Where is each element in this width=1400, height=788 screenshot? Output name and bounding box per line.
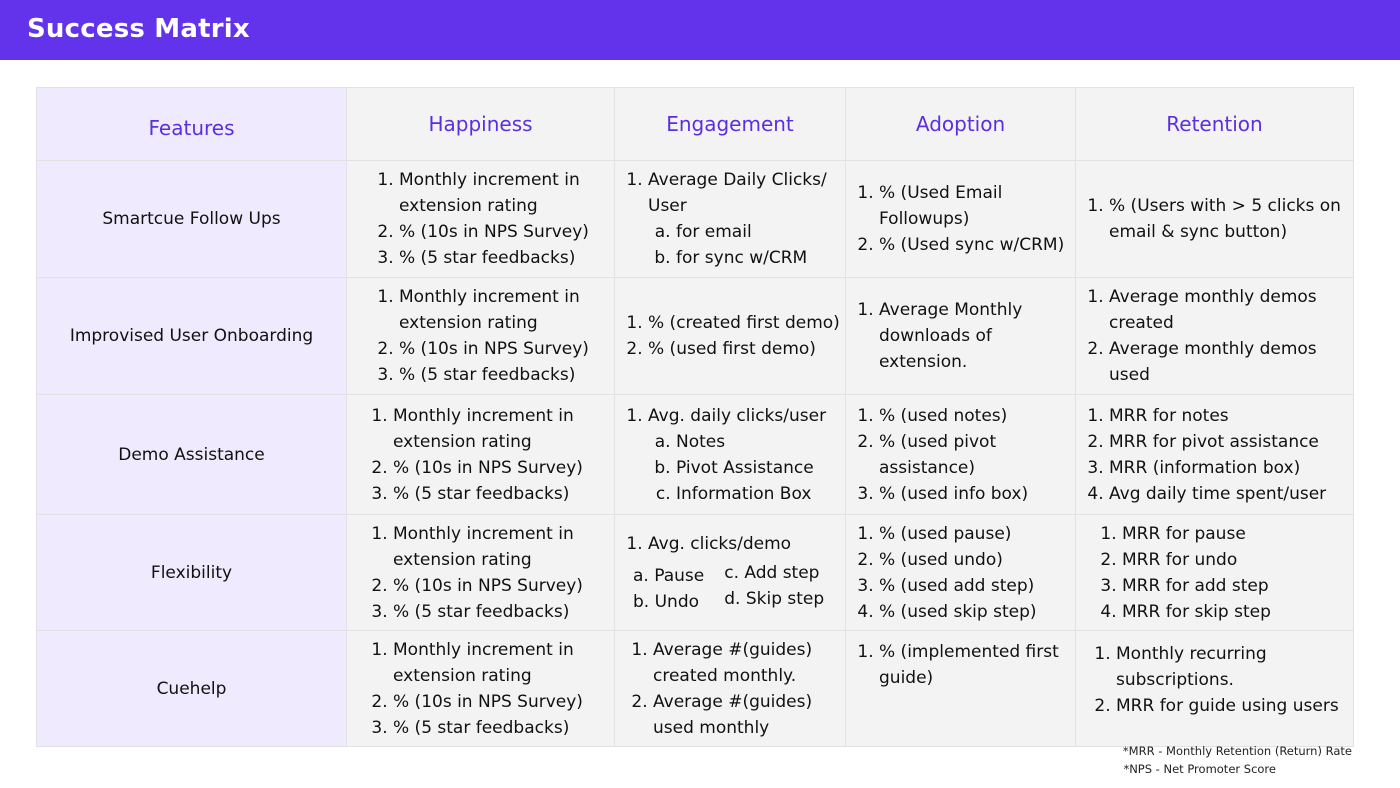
sub-metric-column: [633, 563, 704, 615]
page-title: Success Matrix: [27, 14, 250, 44]
column-header-engagement: Engagement: [615, 88, 846, 161]
metric-item: 2. Average #(guides) used monthly: [653, 689, 845, 741]
metric-item: 4. Avg daily time spent/user: [1109, 481, 1353, 507]
metric-list: [615, 637, 845, 741]
retention-cell: [1076, 395, 1354, 515]
feature-name: Flexibility: [37, 515, 347, 631]
metric-list: [846, 403, 1075, 507]
metric-list: [347, 521, 614, 625]
title-bar: [0, 0, 1400, 60]
metric-list: [846, 180, 1075, 258]
adoption-cell: [846, 631, 1076, 747]
metric-item: 1. MRR for notes: [1109, 403, 1353, 429]
metric-list: [347, 167, 614, 271]
adoption-cell: [846, 395, 1076, 515]
metric-list: [846, 639, 1075, 691]
retention-cell: [1076, 161, 1354, 278]
sub-metric-column: [724, 560, 824, 615]
metric-list: [347, 403, 614, 507]
metric-list: [615, 167, 845, 271]
metric-item: 1. Avg. clicks/demo: [648, 531, 845, 557]
engagement-cell: [615, 278, 846, 395]
metric-item: 2. MRR for pivot assistance: [1109, 429, 1353, 455]
header-row: [37, 88, 1354, 161]
metric-item: 1. Monthly increment in extension rating: [399, 167, 614, 219]
feature-name: Demo Assistance: [37, 395, 347, 515]
metric-item: 3. % (used info box): [879, 481, 1075, 507]
table-row: [37, 515, 1354, 631]
metric-list: [1076, 284, 1353, 388]
feature-name: Cuehelp: [37, 631, 347, 747]
engagement-cell: [615, 395, 846, 515]
metric-list: [615, 403, 845, 507]
happiness-cell: [347, 515, 615, 631]
metric-item: 1. Average #(guides) created monthly.: [653, 637, 845, 689]
metric-item: 1. Monthly recurring subscriptions.: [1116, 641, 1353, 693]
metric-list: [1076, 193, 1353, 245]
metric-item: 4. % (used skip step): [879, 599, 1075, 625]
sub-metric-item: c. Information Box: [676, 481, 845, 507]
sub-metric-item: b. Undo: [633, 591, 700, 612]
happiness-cell: [347, 161, 615, 278]
sub-metric-grid: [615, 563, 845, 615]
table-row: [37, 395, 1354, 515]
column-header-adoption: Adoption: [846, 88, 1076, 161]
metric-item: 1. Average Monthly downloads of extension.: [879, 297, 1075, 375]
sub-metric-item: a. Notes: [676, 429, 845, 455]
table-row: [37, 161, 1354, 278]
happiness-cell: [347, 395, 615, 515]
happiness-cell: [347, 631, 615, 747]
feature-name: Smartcue Follow Ups: [37, 161, 347, 278]
metric-item: 2. % (10s in NPS Survey): [399, 219, 614, 245]
sub-metric-item: b. Pivot Assistance: [676, 455, 845, 481]
metric-list: [347, 284, 614, 388]
metric-item: 1. Monthly increment in extension rating: [393, 521, 614, 573]
engagement-cell: [615, 515, 846, 631]
retention-cell: [1076, 278, 1354, 395]
sub-metric-list: [648, 429, 845, 507]
metric-list: [1076, 641, 1353, 719]
metric-item: 2. % (Used sync w/CRM): [879, 232, 1075, 258]
metric-item: 3. % (5 star feedbacks): [393, 715, 614, 741]
column-header-happiness: Happiness: [347, 88, 615, 161]
metric-item: 1. % (used notes): [879, 403, 1075, 429]
metric-item: 1. % (used pause): [879, 521, 1075, 547]
metric-item: 2. % (10s in NPS Survey): [393, 573, 614, 599]
metric-item: 2. MRR for guide using users: [1116, 693, 1353, 719]
engagement-cell: [615, 161, 846, 278]
column-header-features: Features: [37, 88, 347, 161]
sub-metric-list: [648, 219, 845, 271]
metric-item: 4. MRR for skip step: [1122, 599, 1353, 625]
metric-item: 3. MRR for add step: [1122, 573, 1353, 599]
engagement-cell: [615, 631, 846, 747]
metric-list: [1076, 521, 1353, 625]
metric-item: 2. % (10s in NPS Survey): [399, 336, 614, 362]
adoption-cell: [846, 278, 1076, 395]
metric-item: 1. Monthly increment in extension rating: [399, 284, 614, 336]
feature-name: Improvised User Onboarding: [37, 278, 347, 395]
metric-item: 1. % (implemented first guide): [879, 639, 1075, 691]
footnote-mrr: *MRR - Monthly Retention (Return) Rate: [1122, 744, 1352, 758]
metric-item: 2. Average monthly demos used: [1109, 336, 1353, 388]
adoption-cell: [846, 515, 1076, 631]
metric-item: [648, 403, 845, 507]
metric-item: 2. MRR for undo: [1122, 547, 1353, 573]
metric-item: 3. MRR (information box): [1109, 455, 1353, 481]
metric-item: 1. MRR for pause: [1122, 521, 1353, 547]
metric-item: 3. % (5 star feedbacks): [393, 599, 614, 625]
retention-cell: [1076, 631, 1354, 747]
metric-list: [1076, 403, 1353, 507]
metric-item: 2. % (used pivot assistance): [879, 429, 1075, 481]
metric-item: [648, 167, 845, 271]
sub-metric-item: a. Pause: [633, 565, 705, 586]
metric-item: 1. Monthly increment in extension rating: [393, 637, 614, 689]
metric-item: 1. % (created first demo): [648, 310, 845, 336]
sub-metric-item: d. Skip step: [724, 588, 825, 609]
metric-list: [615, 531, 845, 557]
metric-item: 3. % (used add step): [879, 573, 1075, 599]
metric-text: Avg. daily clicks/user: [648, 405, 827, 426]
sub-metric-item: b. for sync w/CRM: [676, 245, 845, 271]
metric-item: 2. % (10s in NPS Survey): [393, 689, 614, 715]
footnote-nps: *NPS - Net Promoter Score: [1123, 762, 1276, 776]
table-row: [37, 631, 1354, 747]
metric-item: 1. Monthly increment in extension rating: [393, 403, 614, 455]
metric-item: 2. % (used undo): [879, 547, 1075, 573]
metric-list: [615, 310, 845, 362]
sub-metric-item: a. for email: [676, 219, 845, 245]
metric-item: 1. % (Users with > 5 clicks on email & sync button): [1109, 193, 1353, 245]
metric-list: [846, 521, 1075, 625]
happiness-cell: [347, 278, 615, 395]
success-matrix-table: [36, 87, 1354, 747]
metric-item: 2. % (10s in NPS Survey): [393, 455, 614, 481]
metric-item: 1. % (Used Email Followups): [879, 180, 1075, 232]
metric-list: [846, 297, 1075, 375]
metric-item: 3. % (5 star feedbacks): [399, 245, 614, 271]
metric-item: 2. % (used first demo): [648, 336, 845, 362]
adoption-cell: [846, 161, 1076, 278]
metric-item: 1. Average monthly demos created: [1109, 284, 1353, 336]
table-row: [37, 278, 1354, 395]
column-header-retention: Retention: [1076, 88, 1354, 161]
metric-item: 3. % (5 star feedbacks): [393, 481, 614, 507]
metric-item: 3. % (5 star feedbacks): [399, 362, 614, 388]
retention-cell: [1076, 515, 1354, 631]
sub-metric-item: c. Add step: [724, 562, 820, 583]
metric-text: Average Daily Clicks/ User: [648, 170, 827, 216]
metric-list: [347, 637, 614, 741]
